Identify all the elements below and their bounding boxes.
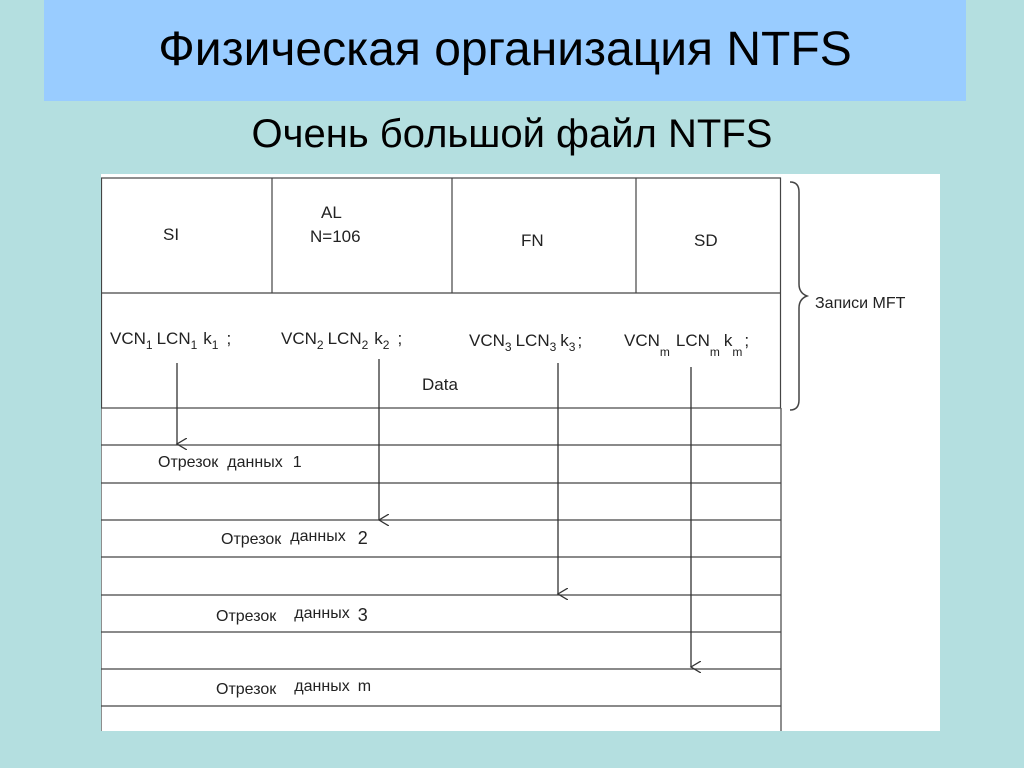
ntfs-diagram-panel (101, 174, 940, 731)
data-label: Data (422, 375, 458, 394)
run-1: $VCN_1$ $LCN_1$ $k_1$ ; (110, 329, 232, 352)
run-m: $VCN_mLCN_mk_m$; (624, 331, 750, 359)
run-2: $VCN_2$ $LCN_2$ $k_2$ ; (281, 329, 403, 352)
segment-m-label: Отрезок данных m (216, 678, 372, 698)
mft-records-brace (790, 182, 807, 410)
run-3: $VCN_3$ $LCN_3$ $k_3$ ; (469, 331, 583, 354)
segment-1-label: Отрезок данных 1 (158, 454, 302, 471)
mft-records-label: Записи MFT (815, 295, 906, 312)
title-bar (44, 0, 966, 101)
cell-sd: SD (694, 231, 718, 250)
cell-fn: FN (521, 231, 544, 250)
slide-subtitle: Очень большой файл NTFS (251, 112, 773, 156)
slide-title: Физическая организация NTFS (158, 23, 852, 76)
cell-al-value: N=106 (310, 227, 361, 246)
run-list (110, 329, 749, 359)
segment-2-label: Отрезок данных 2 (221, 528, 368, 548)
cell-al-name: AL (321, 203, 342, 222)
cell-si: SI (163, 225, 180, 244)
segment-3-label: Отрезок данных 3 (216, 605, 368, 625)
ntfs-diagram (101, 174, 940, 731)
